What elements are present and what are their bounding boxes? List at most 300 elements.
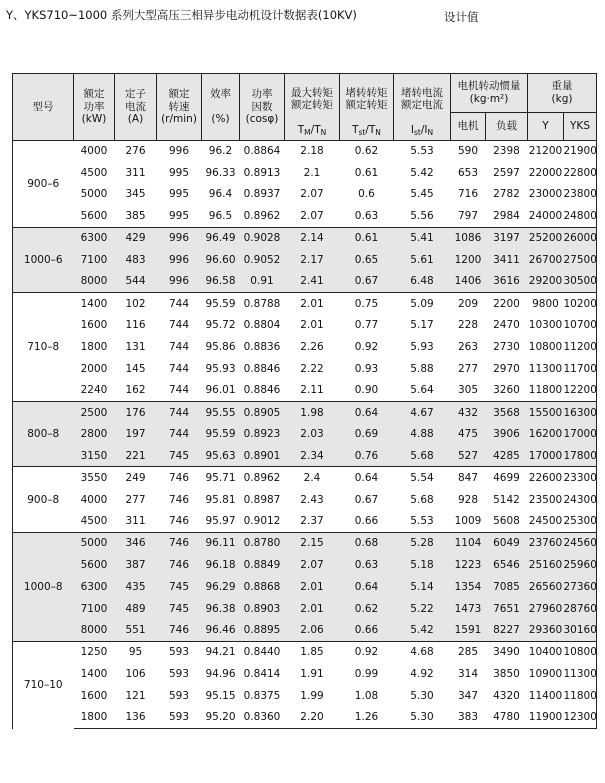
table-cell: 744 — [157, 293, 202, 315]
table-cell: 9800 — [528, 293, 564, 315]
table-cell: 0.8804 — [243, 319, 281, 332]
table-cell: 996 — [157, 140, 202, 162]
table-cell: 23500 — [528, 493, 563, 506]
table-cell: 95.93 — [205, 362, 236, 375]
table-cell: 2.22 — [300, 362, 324, 375]
table-cell: 5.64 — [410, 384, 434, 397]
table-cell: 0.8913 — [243, 166, 281, 179]
table-cell: 4500 — [80, 515, 108, 528]
table-cell: 797 — [457, 210, 479, 223]
table-cell: 1600 — [80, 319, 108, 332]
header-stall-current-ratio: $I_{st}/I_N$ — [410, 124, 434, 137]
table-cell: 2800 — [74, 423, 115, 445]
table-cell: 0.76 — [340, 445, 394, 467]
table-cell: 2500 — [74, 402, 115, 424]
table-cell: 276 — [115, 140, 157, 162]
table-cell: 746 — [168, 515, 190, 528]
table-cell: 106 — [125, 668, 146, 681]
table-cell: 5.41 — [394, 227, 451, 249]
table-cell: 5600 — [80, 210, 108, 223]
table-row — [13, 358, 597, 380]
table-cell: 12300 — [564, 707, 597, 729]
table-cell: 0.8937 — [243, 188, 281, 201]
table-cell: 5.54 — [394, 467, 451, 489]
table-cell: 95.63 — [202, 445, 240, 467]
table-cell: 4000 — [80, 493, 108, 506]
table-cell: 10400 — [528, 641, 564, 663]
table-cell: 5608 — [493, 515, 520, 528]
table-cell: 2000 — [80, 362, 108, 375]
table-cell: 483 — [115, 249, 157, 271]
table-cell: 2.17 — [285, 249, 340, 271]
table-row — [13, 467, 597, 489]
table-cell: 10700 — [564, 314, 597, 336]
table-cell: 4.67 — [394, 402, 451, 424]
table-cell: 0.62 — [340, 598, 394, 620]
table-cell: 745 — [157, 576, 202, 598]
header-power-factor: 功率 因数 (cosφ) — [240, 74, 285, 141]
model-cell: 1000–6 — [13, 227, 74, 292]
table-cell: 0.61 — [354, 166, 379, 179]
table-cell: 0.8901 — [240, 445, 285, 467]
table-cell: 285 — [451, 641, 486, 663]
table-cell: 7651 — [486, 598, 528, 620]
table-cell: 0.8923 — [240, 423, 285, 445]
table-cell: 221 — [115, 445, 157, 467]
table-cell: 2470 — [493, 319, 520, 332]
table-cell: 29360 — [528, 620, 564, 642]
header-max-torque-ratio: $T_M/T_N$ — [297, 124, 327, 137]
table-cell: 2984 — [493, 210, 520, 223]
table-cell: 3260 — [493, 384, 520, 397]
table-cell: 0.67 — [354, 493, 379, 506]
table-cell: 0.92 — [354, 341, 379, 354]
table-cell: 2.06 — [285, 620, 340, 642]
table-row — [13, 271, 597, 293]
table-cell: 0.8846 — [243, 362, 281, 375]
table-cell: 0.91 — [240, 271, 285, 293]
table-cell: 1400 — [74, 293, 115, 315]
table-cell: 11800 — [564, 685, 597, 707]
table-cell: 4285 — [486, 445, 528, 467]
table-cell: 1.99 — [300, 689, 324, 702]
table-cell: 5.88 — [410, 362, 434, 375]
table-cell: 24500 — [528, 515, 563, 528]
table-cell: 1223 — [451, 554, 486, 576]
table-row — [13, 511, 597, 533]
table-cell: 0.8414 — [243, 668, 281, 681]
table-row — [13, 598, 597, 620]
table-cell: 744 — [168, 319, 190, 332]
table-cell: 744 — [157, 402, 202, 424]
table-cell: 2.07 — [300, 210, 324, 223]
table-cell: 1.98 — [285, 402, 340, 424]
table-cell: 0.6 — [358, 188, 375, 201]
table-cell: 1800 — [80, 341, 108, 354]
table-cell: 26560 — [528, 576, 564, 598]
table-cell: 551 — [115, 620, 157, 642]
header-stall-torque-ratio: $T_{st}/T_N$ — [352, 124, 381, 137]
table-cell: 928 — [457, 493, 479, 506]
table-row — [13, 707, 597, 729]
table-cell: 0.62 — [340, 140, 394, 162]
table-cell: 0.93 — [354, 362, 379, 375]
table-cell: 0.8905 — [240, 402, 285, 424]
table-cell: 15500 — [528, 402, 564, 424]
table-cell: 593 — [157, 707, 202, 729]
header-stall-current — [394, 74, 451, 141]
table-cell: 95.72 — [205, 319, 236, 332]
table-cell: 11700 — [564, 358, 597, 380]
table-cell: 1354 — [451, 576, 486, 598]
table-cell: 21200 — [528, 140, 564, 162]
table-cell: 2.4 — [285, 467, 340, 489]
table-cell: 2200 — [486, 293, 528, 315]
table-cell: 1.08 — [354, 689, 379, 702]
table-cell: 0.8375 — [243, 689, 281, 702]
table-cell: 3568 — [486, 402, 528, 424]
table-cell: 0.9012 — [243, 515, 281, 528]
table-cell: 745 — [157, 445, 202, 467]
table-cell: 2.07 — [285, 554, 340, 576]
table-cell: 2.01 — [300, 319, 324, 332]
table-cell: 1009 — [454, 515, 482, 528]
model-cell: 800–8 — [13, 402, 74, 467]
table-cell: 11200 — [564, 336, 597, 358]
table-cell: 11400 — [528, 689, 563, 702]
table-cell: 249 — [115, 467, 157, 489]
table-cell: 0.64 — [340, 467, 394, 489]
table-cell: 0.64 — [340, 576, 394, 598]
table-cell: 25160 — [528, 554, 564, 576]
table-cell: 24560 — [564, 532, 597, 554]
table-cell: 744 — [168, 341, 190, 354]
header-model: 型号 — [13, 74, 74, 141]
table-cell: 23000 — [528, 188, 563, 201]
table-cell: 2597 — [493, 166, 520, 179]
table-cell: 24300 — [564, 489, 597, 511]
table-cell: 2.11 — [300, 384, 324, 397]
table-cell: 5.93 — [410, 341, 434, 354]
table-cell: 1.91 — [300, 668, 324, 681]
table-cell: 746 — [168, 493, 190, 506]
table-cell: 847 — [451, 467, 486, 489]
header-stall-current-label: 堵转电流 额定电流 — [401, 86, 443, 111]
header-inertia: 电机转动惯量 (kg·m²) — [451, 74, 528, 113]
table-cell: 116 — [125, 319, 146, 332]
table-cell: 5.68 — [410, 493, 434, 506]
table-row — [13, 162, 597, 184]
table-cell: 5.42 — [410, 166, 434, 179]
table-cell: 7100 — [74, 598, 115, 620]
table-cell: 94.96 — [205, 668, 236, 681]
table-cell: 2.1 — [303, 166, 321, 179]
table-cell: 527 — [451, 445, 486, 467]
table-cell: 96.46 — [202, 620, 240, 642]
table-cell: 305 — [457, 384, 479, 397]
table-cell: 996 — [157, 249, 202, 271]
table-cell: 0.8780 — [240, 532, 285, 554]
table-cell: 5.53 — [410, 515, 434, 528]
table-cell: 2.34 — [285, 445, 340, 467]
table-cell: 2.37 — [300, 515, 324, 528]
table-cell: 2.01 — [285, 598, 340, 620]
table-cell: 1600 — [80, 689, 108, 702]
table-cell: 2.20 — [285, 707, 340, 729]
table-cell: 96.5 — [208, 210, 233, 223]
table-cell: 10200 — [564, 293, 597, 315]
table-cell: 96.49 — [202, 227, 240, 249]
table-cell: 4699 — [486, 467, 528, 489]
table-cell: 0.90 — [354, 384, 379, 397]
table-row — [13, 489, 597, 511]
table-cell: 2398 — [486, 140, 528, 162]
table-cell: 95.81 — [205, 493, 236, 506]
table-cell: 10800 — [528, 341, 563, 354]
table-cell: 3850 — [493, 668, 520, 681]
table-cell: 1400 — [80, 668, 108, 681]
table-cell: 16300 — [564, 402, 597, 424]
table-cell: 30500 — [564, 271, 597, 293]
header-weight: 重量 (kg) — [528, 74, 597, 113]
table-cell: 10800 — [564, 641, 597, 663]
table-cell: 27960 — [528, 598, 564, 620]
header-stall-torque-label: 堵转转矩 额定转矩 — [345, 86, 388, 111]
table-cell: 121 — [125, 689, 146, 702]
table-cell: 25200 — [528, 227, 564, 249]
table-cell: 0.8788 — [240, 293, 285, 315]
table-cell: 6300 — [74, 576, 115, 598]
table-cell: 5600 — [74, 554, 115, 576]
table-cell: 0.68 — [340, 532, 394, 554]
table-cell: 96.01 — [205, 384, 236, 397]
table-cell: 96.18 — [202, 554, 240, 576]
header-inertia-motor: 电机 — [451, 112, 486, 140]
table-cell: 314 — [457, 668, 479, 681]
table-cell: 746 — [157, 532, 202, 554]
table-cell: 1104 — [451, 532, 486, 554]
table-cell: 23760 — [528, 532, 564, 554]
table-cell: 0.92 — [340, 641, 394, 663]
table-cell: 4320 — [493, 689, 520, 702]
table-cell: 5.18 — [394, 554, 451, 576]
table-cell: 6300 — [74, 227, 115, 249]
table-cell: 0.8864 — [240, 140, 285, 162]
table-cell: 5142 — [493, 493, 520, 506]
table-cell: 22000 — [528, 166, 563, 179]
table-cell: 5.42 — [394, 620, 451, 642]
table-cell: 8000 — [74, 271, 115, 293]
table-cell: 6.48 — [394, 271, 451, 293]
table-cell: 17000 — [564, 423, 597, 445]
table-row — [13, 249, 597, 271]
table-cell: 11900 — [528, 707, 564, 729]
table-cell: 2782 — [493, 188, 520, 201]
table-cell: 746 — [157, 554, 202, 576]
table-cell: 1473 — [451, 598, 486, 620]
table-cell: 0.65 — [340, 249, 394, 271]
table-cell: 2.14 — [285, 227, 340, 249]
table-cell: 0.8440 — [240, 641, 285, 663]
table-cell: 2.41 — [285, 271, 340, 293]
table-cell: 102 — [115, 293, 157, 315]
table-cell: 0.66 — [354, 515, 379, 528]
table-cell: 23800 — [564, 184, 597, 206]
table-cell: 7100 — [74, 249, 115, 271]
table-cell: 5.09 — [394, 293, 451, 315]
table-cell: 387 — [115, 554, 157, 576]
table-cell: 995 — [168, 166, 190, 179]
table-cell: 744 — [168, 384, 190, 397]
table-cell: 1.26 — [340, 707, 394, 729]
table-cell: 95.86 — [205, 341, 236, 354]
table-cell: 12200 — [564, 380, 597, 402]
table-cell: 2970 — [493, 362, 520, 375]
table-cell: 1250 — [74, 641, 115, 663]
table-cell: 7085 — [486, 576, 528, 598]
table-cell: 0.8987 — [243, 493, 281, 506]
table-cell: 176 — [115, 402, 157, 424]
table-cell: 5.28 — [394, 532, 451, 554]
table-cell: 162 — [125, 384, 146, 397]
table-cell: 3490 — [486, 641, 528, 663]
table-cell: 95.71 — [202, 467, 240, 489]
header-stator-current: 定子 电流 (A) — [115, 74, 157, 141]
table-cell: 0.63 — [354, 210, 379, 223]
table-cell: 1406 — [451, 271, 486, 293]
table-cell: 5.53 — [394, 140, 451, 162]
table-cell: 17800 — [564, 445, 597, 467]
table-cell: 590 — [451, 140, 486, 162]
table-cell: 0.8895 — [240, 620, 285, 642]
table-cell: 95.59 — [202, 423, 240, 445]
table-cell: 26700 — [528, 249, 564, 271]
model-cell: 710–10 — [13, 641, 74, 728]
table-cell: 95 — [115, 641, 157, 663]
table-cell: 4.68 — [394, 641, 451, 663]
table-cell: 4500 — [80, 166, 108, 179]
table-cell: 995 — [168, 188, 190, 201]
table-cell: 96.11 — [202, 532, 240, 554]
table-cell: 22800 — [564, 162, 597, 184]
table-cell: 8000 — [74, 620, 115, 642]
table-cell: 0.8962 — [243, 210, 281, 223]
table-cell: 0.75 — [340, 293, 394, 315]
table-cell: 96.33 — [205, 166, 236, 179]
table-cell: 0.77 — [354, 319, 379, 332]
table-cell: 277 — [457, 362, 479, 375]
table-cell: 5000 — [80, 188, 108, 201]
table-cell: 385 — [125, 210, 146, 223]
table-cell: 5.30 — [410, 689, 434, 702]
table-cell: 2.15 — [285, 532, 340, 554]
table-cell: 136 — [115, 707, 157, 729]
table-cell: 311 — [125, 166, 146, 179]
table-row — [13, 641, 597, 663]
table-row — [13, 423, 597, 445]
table-cell: 28760 — [564, 598, 597, 620]
table-cell: 0.9028 — [240, 227, 285, 249]
document-title: Y、YKS710~1000 系列大型高压三相异步电动机设计数据表(10KV) — [6, 8, 357, 22]
table-row — [13, 576, 597, 598]
table-cell: 11300 — [528, 362, 563, 375]
header-efficiency: 效率 (%) — [202, 74, 240, 141]
table-cell: 2.26 — [300, 341, 324, 354]
table-cell: 716 — [457, 188, 479, 201]
motor-spec-table — [12, 73, 597, 729]
table-cell: 17000 — [528, 445, 564, 467]
table-cell: 6049 — [486, 532, 528, 554]
table-cell: 3150 — [74, 445, 115, 467]
table-cell: 5.45 — [410, 188, 434, 201]
table-row — [13, 380, 597, 402]
table-cell: 593 — [168, 668, 190, 681]
table-cell: 96.4 — [208, 188, 233, 201]
design-value-label: 设计值 — [444, 10, 479, 24]
model-cell: 1000–8 — [13, 532, 74, 641]
table-cell: 0.64 — [340, 402, 394, 424]
table-cell: 2.07 — [300, 188, 324, 201]
table-row — [13, 685, 597, 707]
table-cell: 94.21 — [202, 641, 240, 663]
header-rated-speed: 额定 转速 (r/min) — [157, 74, 202, 141]
model-cell: 900–6 — [13, 140, 74, 227]
table-cell: 2.01 — [285, 293, 340, 315]
table-cell: 1800 — [74, 707, 115, 729]
table-cell: 277 — [125, 493, 146, 506]
table-cell: 996 — [157, 271, 202, 293]
table-row — [13, 336, 597, 358]
table-cell: 0.8836 — [243, 341, 281, 354]
table-row — [13, 554, 597, 576]
table-cell: 347 — [457, 689, 479, 702]
table-cell: 24000 — [528, 210, 563, 223]
table-cell: 2.01 — [285, 576, 340, 598]
table-cell: 10300 — [528, 319, 563, 332]
table-cell: 197 — [115, 423, 157, 445]
table-cell: 4780 — [486, 707, 528, 729]
table-cell: 21900 — [564, 140, 597, 162]
table-cell: 0.8868 — [240, 576, 285, 598]
table-cell: 345 — [125, 188, 146, 201]
table-cell: 2.43 — [300, 493, 324, 506]
model-cell: 900–8 — [13, 467, 74, 532]
table-cell: 25960 — [564, 554, 597, 576]
header-stall-torque — [340, 74, 394, 141]
table-cell: 432 — [451, 402, 486, 424]
table-cell: 96.38 — [202, 598, 240, 620]
header-rated-power: 额定 功率 (kW) — [74, 74, 115, 141]
table-cell: 24800 — [564, 205, 597, 227]
table-cell: 3616 — [486, 271, 528, 293]
table-cell: 4000 — [74, 140, 115, 162]
table-cell: 429 — [115, 227, 157, 249]
table-row — [13, 205, 597, 227]
table-cell: 2240 — [80, 384, 108, 397]
table-cell: 228 — [457, 319, 479, 332]
table-cell: 96.29 — [202, 576, 240, 598]
table-cell: 11800 — [528, 384, 563, 397]
table-row — [13, 314, 597, 336]
table-cell: 6546 — [486, 554, 528, 576]
table-cell: 5.68 — [394, 445, 451, 467]
table-cell: 746 — [157, 620, 202, 642]
table-cell: 0.66 — [340, 620, 394, 642]
header-max-torque — [285, 74, 340, 141]
table-cell: 0.9052 — [240, 249, 285, 271]
table-cell: 0.99 — [354, 668, 379, 681]
table-cell: 0.69 — [340, 423, 394, 445]
